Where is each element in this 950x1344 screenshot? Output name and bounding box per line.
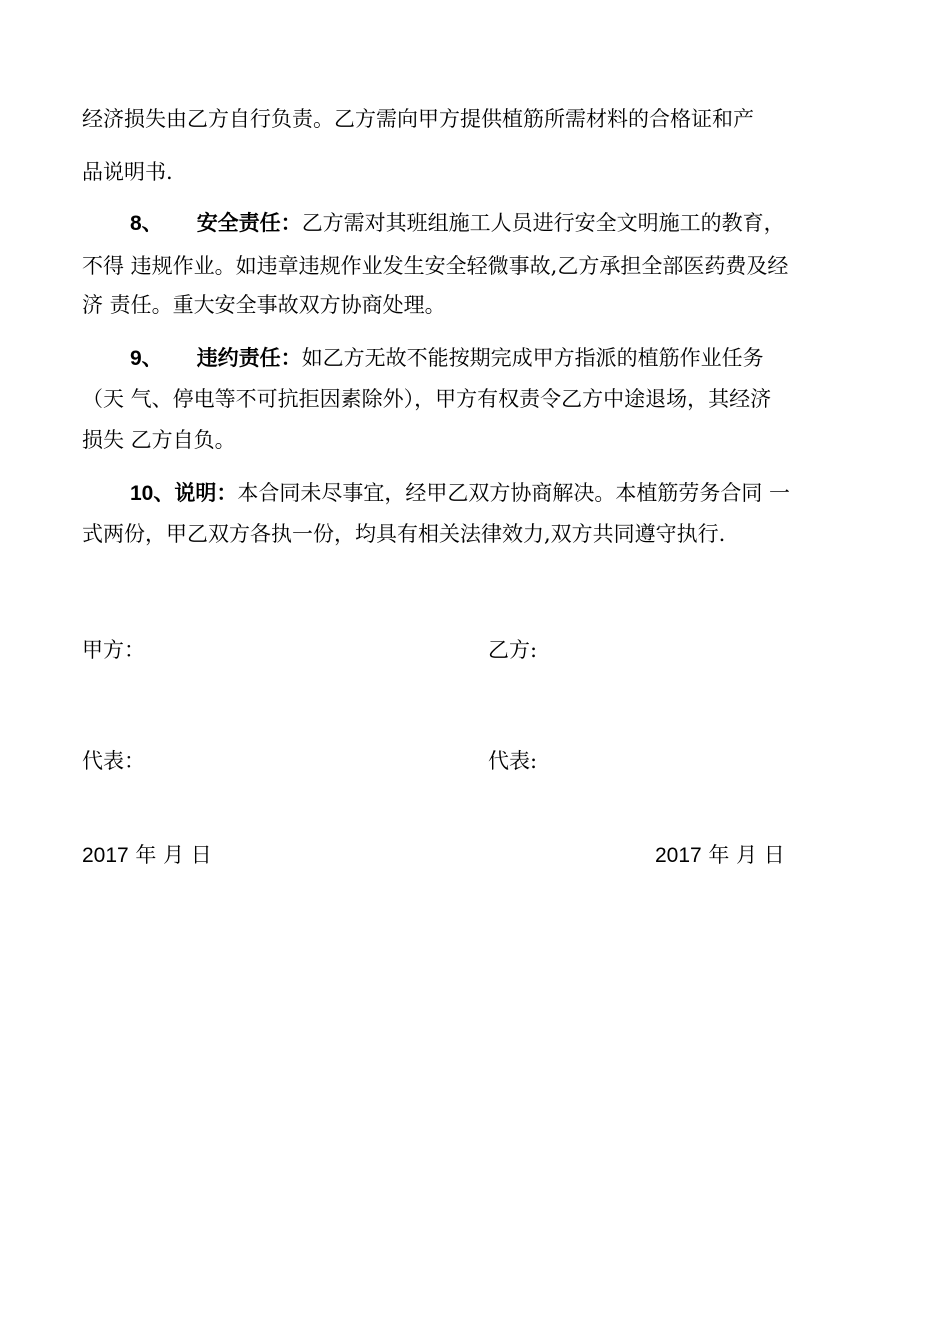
- clause-9-number: 9、: [130, 347, 163, 370]
- representative-a-label: 代表：: [82, 749, 145, 773]
- clause-9-line-2: （天 气、停电等不可抗拒因素除外），甲方有权责令乙方中途退场，其经济: [82, 387, 772, 411]
- date-party-b: [655, 841, 785, 870]
- clause-7-tail-line-1: 经济损失由乙方自行负责。乙方需向甲方提供植筋所需材料的合格证和产: [82, 107, 754, 131]
- clause-9-title: 违约责任：: [196, 345, 302, 370]
- clause-9-line-3: 损失 乙方自负。: [82, 428, 236, 452]
- clause-8-title: 安全责任：: [196, 210, 302, 235]
- clause-10-text: 本合同未尽事宜，经甲乙双方协商解决。本植筋劳务合同 一: [237, 481, 791, 505]
- clause-10-line-2: 式两份，甲乙双方各执一份，均具有相关法律效力,双方共同遵守执行.: [82, 522, 726, 546]
- clause-8-text: 乙方需对其班组施工人员进行安全文明施工的教育，: [301, 211, 785, 235]
- date-a-rest: 年 月 日: [128, 843, 212, 867]
- representative-b-label: 代表:: [488, 749, 538, 773]
- date-a-year: 2017: [82, 844, 129, 867]
- clause-9-line-1: [130, 344, 764, 373]
- clause-9-text: 如乙方无故不能按期完成甲方指派的植筋作业任务: [301, 346, 764, 370]
- clause-8-line-1: [130, 209, 785, 238]
- party-b-label: 乙方:: [488, 638, 538, 662]
- clause-8-line-2: 不得 违规作业。如违章违规作业发生安全轻微事故,乙方承担全部医药费及经: [82, 254, 789, 278]
- clause-10-number: 10、: [130, 482, 175, 505]
- clause-8-number: 8、: [130, 212, 163, 235]
- party-a-label: 甲方：: [82, 638, 145, 662]
- clause-8-line-3: 济 责任。重大安全事故双方协商处理。: [82, 293, 446, 317]
- clause-10-title: 说明：: [174, 480, 238, 505]
- date-b-year: 2017: [655, 844, 702, 867]
- clause-7-tail-line-2: 品说明书.: [82, 160, 173, 184]
- clause-10-line-1: [130, 479, 790, 508]
- date-party-a: [82, 841, 212, 870]
- date-b-rest: 年 月 日: [701, 843, 785, 867]
